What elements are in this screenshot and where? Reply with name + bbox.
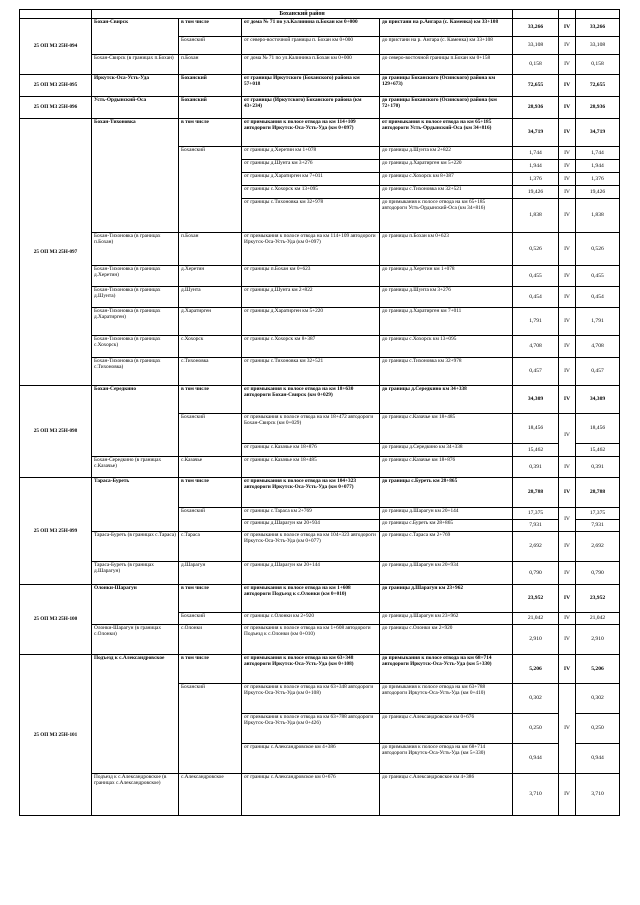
municipality: Боханский [179, 37, 242, 55]
road-name: Тараса-Буреть (в границах с.Тараса) [92, 532, 179, 562]
segment-start: от границы д.Шунта км 2+822 [242, 287, 380, 308]
road-name: Олонки-Шарагун (в границах с.Олонки) [92, 625, 179, 655]
segment-start: от примыкания к полосе отвода на км 1+608 автодороги Подъезд к с.Олонки (км 0+010) [242, 625, 380, 655]
length-total: 1,791 [576, 308, 620, 336]
road-category: IV [559, 19, 576, 37]
table-row [20, 266, 620, 287]
road-name: Бохан-Середкино [92, 386, 179, 457]
road-category: IV [559, 173, 576, 186]
road-name: Бохан-Тихоновка (в границах д.Херетин) [92, 266, 179, 287]
length-km: 4,708 [513, 336, 559, 358]
table-row [20, 585, 620, 613]
length-km: 1,376 [513, 173, 559, 186]
road-category: IV [559, 186, 576, 199]
length-total: 0,302 [576, 684, 620, 714]
table-row [20, 386, 620, 414]
segment-start: от границы п.Бохан км 0+623 [242, 266, 380, 287]
road-name: Бохан-Тихоновка (в границах п.Бохан) [92, 233, 179, 266]
road-category: IV [559, 97, 576, 119]
length-total: 33,108 [576, 37, 620, 55]
length-km: 0,454 [513, 287, 559, 308]
municipality: д.Шарагун [179, 562, 242, 585]
segment-start: от границы с.Тихоновка км 32+978 [242, 199, 380, 233]
segment-end: до границы д.Шарагун км 20+934 [380, 562, 513, 585]
road-category: IV [559, 160, 576, 173]
segment-start: от дома № 71 по ул.Калинина п.Бохан км 0+000 [242, 19, 380, 37]
length-total: 1,376 [576, 173, 620, 186]
segment-start: от границы д.Харатирген км 7+011 [242, 173, 380, 186]
municipality: с.Александровское [179, 774, 242, 816]
length-total: 0,250 [576, 714, 620, 744]
length-total: 0,457 [576, 358, 620, 386]
length-total: 34,719 [576, 119, 620, 147]
segment-end: до границы д.Середкино км 34+338 [380, 444, 513, 457]
length-total: 1,944 [576, 160, 620, 173]
road-category: IV [559, 37, 576, 55]
segment-start: от границы с.Хохорск км 8+387 [242, 336, 380, 358]
road-category: IV [559, 478, 576, 508]
road-category: IV [559, 336, 576, 358]
length-total: 21,042 [576, 613, 620, 625]
road-category: IV [559, 287, 576, 308]
road-category: IV [559, 774, 576, 816]
segment-start: от границы д.Херетин км 1+078 [242, 147, 380, 160]
table-row [20, 55, 620, 75]
road-category: IV [559, 414, 576, 457]
length-total: 28,788 [576, 478, 620, 508]
table-row [20, 75, 620, 97]
segment-end: до пристани на р.Ангара (с. Каменка) км 33+108 [380, 19, 513, 37]
length-total: 4,708 [576, 336, 620, 358]
municipality: Боханский [179, 684, 242, 774]
length-km: 28,788 [513, 478, 559, 508]
length-km: 15,462 [513, 444, 559, 457]
table-row [20, 774, 620, 816]
length-total: 1,744 [576, 147, 620, 160]
segment-end: до границы с.Буреть км 28+865 [380, 478, 513, 508]
length-total: 18,456 [576, 414, 620, 444]
road-category: IV [559, 625, 576, 655]
length-km: 0,158 [513, 55, 559, 75]
road-name: Усть-Ордынский-Оса [92, 97, 179, 119]
road-name: Бохан-Тихоновка (в границах с.Тихоновка) [92, 358, 179, 386]
road-category: IV [559, 655, 576, 684]
segment-end: до границы д.Середкино км 34+338 [380, 386, 513, 414]
length-total: 15,462 [576, 444, 620, 457]
segment-start: от границы с.Хохорск км 13+095 [242, 186, 380, 199]
length-total: 0,526 [576, 233, 620, 266]
length-total: 17,375 [576, 508, 620, 520]
segment-end: до границы д.Шарагун км 20+144 [380, 508, 513, 520]
road-code: 25 ОП МЗ 25Н-100 [20, 585, 92, 655]
segment-start: от северо-восточной границы п. Бохан км 0+000 [242, 37, 380, 55]
length-km: 34,719 [513, 119, 559, 147]
municipality: в том числе [179, 19, 242, 37]
municipality: с.Хохорск [179, 336, 242, 358]
municipality: Боханский [179, 613, 242, 625]
road-category: IV [559, 233, 576, 266]
road-name: Бохан-Свирск [92, 19, 179, 55]
municipality: с.Олонки [179, 625, 242, 655]
segment-end: до границы с.Буреть км 28+865 [380, 520, 513, 532]
segment-start: от дома № 71 по ул.Калинина п.Бохан км 0+000 [242, 55, 380, 75]
segment-start: от границы с.Казачье км 18+876 [242, 444, 380, 457]
road-category: IV [559, 585, 576, 613]
length-km: 1,744 [513, 147, 559, 160]
municipality: с.Казачье [179, 457, 242, 478]
length-km: 0,455 [513, 266, 559, 287]
road-code: 25 ОП МЗ 25Н-094 [20, 19, 92, 75]
road-category: IV [559, 386, 576, 414]
table-row [20, 19, 620, 37]
segment-end: до границы д.Херетин км 1+078 [380, 266, 513, 287]
municipality: в том числе [179, 655, 242, 684]
length-km: 21,042 [513, 613, 559, 625]
segment-start: от границы с.Тараса км 2+769 [242, 508, 380, 520]
length-km: 0,302 [513, 684, 559, 714]
road-category: IV [559, 508, 576, 532]
road-category: IV [559, 119, 576, 147]
municipality: с.Тихоновка [179, 358, 242, 386]
road-category: IV [559, 199, 576, 233]
road-code: 25 ОП МЗ 25Н-095 [20, 75, 92, 97]
length-total: 5,206 [576, 655, 620, 684]
road-code: 25 ОП МЗ 25Н-096 [20, 97, 92, 119]
road-code: 25 ОП МЗ 25Н-097 [20, 119, 92, 386]
segment-end: до северо-восточной границы п.Бохан км 0+158 [380, 55, 513, 75]
segment-end: от примыкания к полосе отвода на км 65+185 автодороги Усть-Ордынский-Оса (км 34+816) [380, 119, 513, 147]
segment-start: от границы д.Шарагун км 20+144 [242, 562, 380, 585]
segment-end: до границы д.Шунта км 3+276 [380, 287, 513, 308]
municipality: д.Херетин [179, 266, 242, 287]
segment-end: до границы с.Казачье км 18+485 [380, 414, 513, 444]
municipality: в том числе [179, 119, 242, 147]
length-km: 5,206 [513, 655, 559, 684]
segment-end: до границы с.Александровское км 0+676 [380, 714, 513, 744]
segment-end: до границы п.Бохан км 0+623 [380, 233, 513, 266]
municipality: Боханский [179, 97, 242, 119]
table-row [20, 625, 620, 655]
road-category: IV [559, 684, 576, 774]
municipality: п.Бохан [179, 233, 242, 266]
road-code: 25 ОП МЗ 25Н-101 [20, 655, 92, 816]
table-row [20, 308, 620, 336]
table-row [20, 358, 620, 386]
road-name: Бохан-Тихоновка [92, 119, 179, 233]
length-total: 3,710 [576, 774, 620, 816]
road-name: Бохан-Тихоновка (в границах с.Хохорск) [92, 336, 179, 358]
segment-end: до границы д.Шарагун км 23+962 [380, 585, 513, 613]
segment-end: до границы с.Хохорск км 8+387 [380, 173, 513, 186]
road-code: 25 ОП МЗ 25Н-098 [20, 386, 92, 478]
length-km: 1,791 [513, 308, 559, 336]
length-total: 19,426 [576, 186, 620, 199]
segment-end: до границы с.Тараса км 2+769 [380, 532, 513, 562]
road-category: IV [559, 358, 576, 386]
segment-end: до границы Боханского (Осинского) района км 129+673) [380, 75, 513, 97]
road-registry-table [19, 9, 620, 816]
segment-start: от примыкания к полосе отвода на км 104+323 автодороги Иркутск-Оса-Усть-Уда (км 0+077) [242, 478, 380, 508]
road-category: IV [559, 266, 576, 287]
length-km: 0,526 [513, 233, 559, 266]
table-row [20, 478, 620, 508]
length-km: 2,910 [513, 625, 559, 655]
segment-end: до границы д.Харатирген км 7+011 [380, 308, 513, 336]
length-total: 2,910 [576, 625, 620, 655]
segment-end: до границы с.Хохорск км 13+095 [380, 336, 513, 358]
length-km: 0,457 [513, 358, 559, 386]
table-row [20, 457, 620, 478]
segment-start: от границы с.Олонки км 2+920 [242, 613, 380, 625]
segment-start: от примыкания к полосе отвода на км 63+788 автодороги Иркутск-Оса-Усть-Уда (км 0+426) [242, 714, 380, 744]
municipality: Боханский [179, 414, 242, 457]
district-title: Боханский район [92, 10, 513, 19]
road-category: IV [559, 613, 576, 625]
length-total: 0,454 [576, 287, 620, 308]
table-row [20, 97, 620, 119]
municipality: в том числе [179, 585, 242, 613]
length-km: 3,710 [513, 774, 559, 816]
segment-start: от примыкания к полосе отвода на км 18+472 автодороги Бохан-Свирск (км 0+029) [242, 414, 380, 444]
segment-end: до границы д.Шунта км 2+822 [380, 147, 513, 160]
length-total: 72,655 [576, 75, 620, 97]
municipality: Боханский [179, 75, 242, 97]
table-title-row [20, 10, 620, 19]
segment-end: до границы с.Александровское км 4+386 [380, 774, 513, 816]
table-row [20, 336, 620, 358]
segment-end: до примыкания к полосе отвода на км 63+788 автодороги Иркутск-Оса-Усть-Уда (км 0+410) [380, 684, 513, 714]
segment-start: от примыкания к полосе отвода на км 63+348 автодороги Иркутск-Оса-Усть-Уда (км 0+108) [242, 655, 380, 684]
length-km: 33,266 [513, 19, 559, 37]
table-row [20, 655, 620, 684]
length-km: 72,655 [513, 75, 559, 97]
length-total: 0,391 [576, 457, 620, 478]
length-total: 0,455 [576, 266, 620, 287]
road-name: Бохан-Тихоновка (в границах д.Шунта) [92, 287, 179, 308]
road-category: IV [559, 55, 576, 75]
segment-end: до границы Боханского (Осинского) района (км 72+170) [380, 97, 513, 119]
segment-end: до примыкания к полосе отвода на км 68+714 автодороги Иркутск-Оса-Усть-Уда (км 5+330) [380, 744, 513, 774]
length-km: 1,944 [513, 160, 559, 173]
segment-end: до границы с.Тихоновка км 32+978 [380, 358, 513, 386]
length-km: 2,692 [513, 532, 559, 562]
segment-start: от примыкания к полосе отвода на км 1+608 автодороги Подъезд к с.Олонки (км 0+010) [242, 585, 380, 613]
segment-start: от примыкания к полосе отвода на км 104+323 автодороги Иркутск-Оса-Усть-Уда (км 0+077) [242, 532, 380, 562]
length-total: 1,838 [576, 199, 620, 233]
table-row [20, 287, 620, 308]
municipality: Боханский [179, 508, 242, 532]
road-name: Подъезд к с.Александровское (в границах с.Александровское) [92, 774, 179, 816]
segment-end: до границы д.Харатирген км 5+220 [380, 160, 513, 173]
length-total: 34,309 [576, 386, 620, 414]
length-km: 28,936 [513, 97, 559, 119]
segment-end: до пристани на р. Ангара (с. Каменка) км 33+108 [380, 37, 513, 55]
segment-start: от примыкания к полосе отвода на км 114+109 автодороги Иркутск-Оса-Усть-Уда (км 0+097) [242, 119, 380, 147]
segment-start: от границы д.Шарагун км 20+934 [242, 520, 380, 532]
length-km: 0,790 [513, 562, 559, 585]
road-registry-sheet [19, 9, 619, 816]
road-name: Тараса-Буреть (в границах д.Шарагун) [92, 562, 179, 585]
length-km: 34,309 [513, 386, 559, 414]
length-km: 7,931 [513, 520, 559, 532]
segment-start: от границы д.Шунта км 3+276 [242, 160, 380, 173]
segment-end: до примыкания к полосе отвода на км 68+714 автодороги Иркутск-Оса-Усть-Уда (км 5+330) [380, 655, 513, 684]
length-km: 0,250 [513, 714, 559, 744]
municipality: д.Шунта [179, 287, 242, 308]
segment-start: от границы (Иркутского) Боханского района (км 43+234) [242, 97, 380, 119]
municipality: в том числе [179, 386, 242, 414]
length-total: 7,931 [576, 520, 620, 532]
table-row [20, 119, 620, 147]
municipality: в том числе [179, 478, 242, 508]
table-row [20, 233, 620, 266]
length-total: 2,692 [576, 532, 620, 562]
road-name: Бохан-Середкино (в границах с.Казачье) [92, 457, 179, 478]
length-km: 1,838 [513, 199, 559, 233]
road-category: IV [559, 147, 576, 160]
segment-start: от границы с.Александровское км 4+386 [242, 744, 380, 774]
segment-start: от границы д.Харатирген км 5+220 [242, 308, 380, 336]
length-km: 33,108 [513, 37, 559, 55]
length-total: 28,936 [576, 97, 620, 119]
segment-end: до границы с.Олонки км 2+920 [380, 625, 513, 655]
segment-start: от границы Иркутского (Боханского) района км 57+018 [242, 75, 380, 97]
segment-start: от границы с.Казачье км 18+485 [242, 457, 380, 478]
length-total: 0,158 [576, 55, 620, 75]
length-km: 18,456 [513, 414, 559, 444]
road-category: IV [559, 532, 576, 562]
segment-start: от примыкания к полосе отвода на км 63+348 автодороги Иркутск-Оса-Усть-Уда (км 0+108) [242, 684, 380, 714]
table-row [20, 562, 620, 585]
length-total: 0,790 [576, 562, 620, 585]
municipality: д.Харатирген [179, 308, 242, 336]
road-category: IV [559, 562, 576, 585]
segment-start: от примыкания к полосе отвода на км 114+109 автодороги Иркутск-Оса-Усть-Уда (км 0+097) [242, 233, 380, 266]
municipality: с.Тараса [179, 532, 242, 562]
length-km: 23,952 [513, 585, 559, 613]
length-total: 0,944 [576, 744, 620, 774]
length-total: 23,952 [576, 585, 620, 613]
road-category: IV [559, 457, 576, 478]
segment-start: от границы с.Александровское км 0+676 [242, 774, 380, 816]
length-km: 19,426 [513, 186, 559, 199]
road-name: Олонки-Шарагун [92, 585, 179, 625]
road-name: Подъезд к с.Александровское [92, 655, 179, 774]
segment-start: от примыкания к полосе отвода на км 18+630 автодороги Бохан-Свирск (км 0+029) [242, 386, 380, 414]
segment-end: до примыкания к полосе отвода на км 65+185 автодороги Усть-Ордынский-Оса (км 34+816) [380, 199, 513, 233]
road-name: Бохан-Свирск (в границах п.Бохан) [92, 55, 179, 75]
road-category: IV [559, 75, 576, 97]
table-row [20, 532, 620, 562]
road-category: IV [559, 308, 576, 336]
segment-end: до границы с.Тихоновка км 32+521 [380, 186, 513, 199]
segment-end: до границы д.Шарагун км 23+962 [380, 613, 513, 625]
length-km: 17,375 [513, 508, 559, 520]
municipality: п.Бохан [179, 55, 242, 75]
length-km: 0,944 [513, 744, 559, 774]
road-name: Бохан-Тихоновка (в границах д.Харатирген) [92, 308, 179, 336]
road-code: 25 ОП МЗ 25Н-099 [20, 478, 92, 585]
segment-end: до границы с.Казачье км 18+876 [380, 457, 513, 478]
road-name: Тараса-Буреть [92, 478, 179, 532]
municipality: Боханский [179, 147, 242, 233]
length-total: 33,266 [576, 19, 620, 37]
length-km: 0,391 [513, 457, 559, 478]
segment-start: от границы с.Тихоновка км 32+521 [242, 358, 380, 386]
road-name: Иркутск-Оса-Усть-Уда [92, 75, 179, 97]
